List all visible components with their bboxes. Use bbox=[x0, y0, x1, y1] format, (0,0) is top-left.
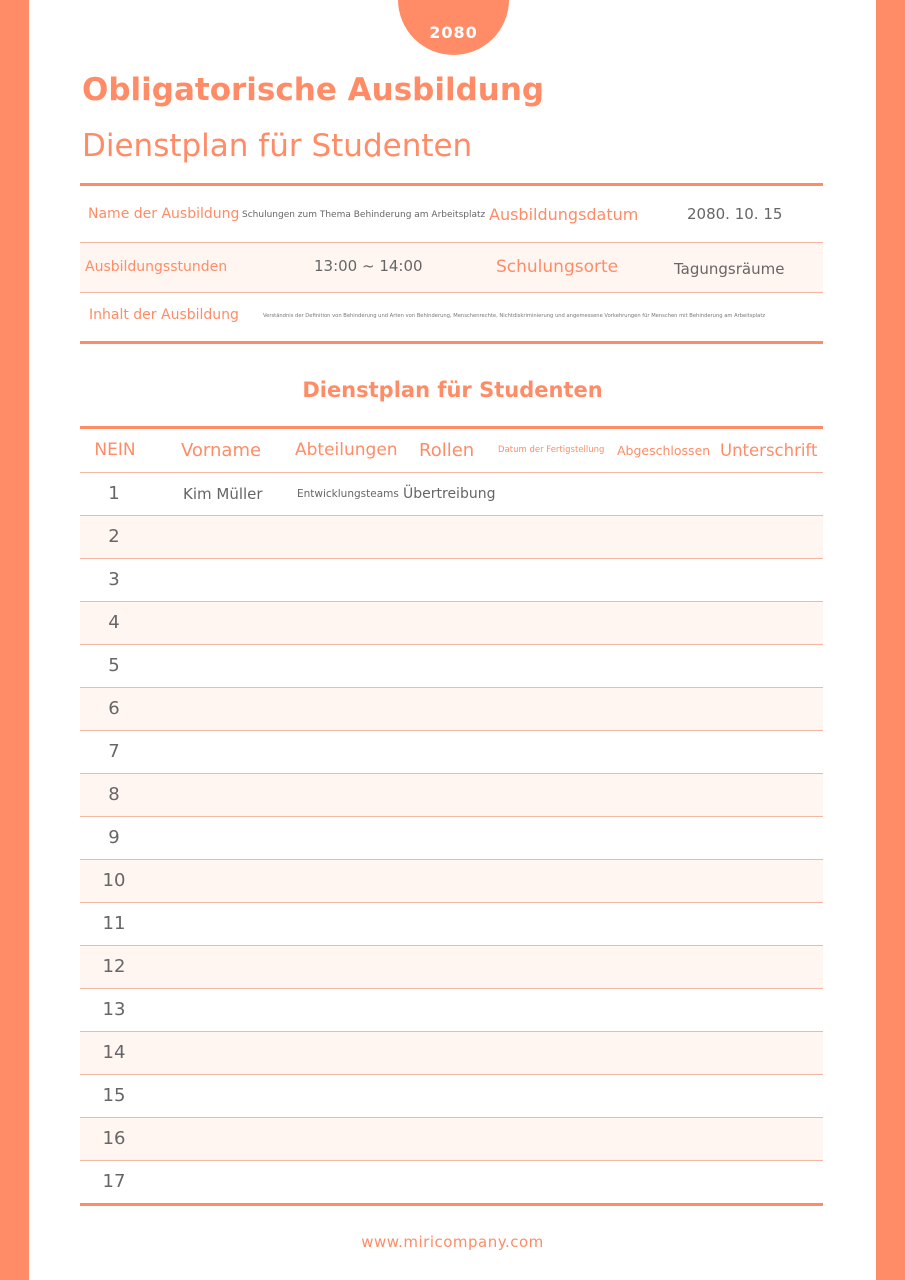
row-number: 13 bbox=[102, 999, 126, 1020]
header-signature: Unterschrift bbox=[720, 441, 818, 460]
row-number: 12 bbox=[102, 956, 126, 977]
year-badge bbox=[398, 0, 509, 55]
header-first-name: Vorname bbox=[181, 440, 262, 461]
info-row-name-date bbox=[80, 186, 823, 243]
row-first-name: Kim Müller bbox=[183, 485, 263, 503]
table-row bbox=[80, 774, 823, 817]
row-number: 9 bbox=[108, 827, 120, 848]
roster-header-row bbox=[80, 429, 823, 473]
row-number: 8 bbox=[108, 784, 120, 805]
table-row bbox=[80, 1075, 823, 1118]
training-hours-label: Ausbildungsstunden bbox=[85, 259, 228, 275]
table-row bbox=[80, 645, 823, 688]
training-location-value: Tagungsräume bbox=[674, 260, 785, 278]
header-no: NEIN bbox=[94, 440, 136, 460]
table-row bbox=[80, 516, 823, 559]
row-number: 5 bbox=[108, 655, 120, 676]
header-completion-date: Datum der Fertigstellung bbox=[498, 445, 605, 455]
row-department: Entwicklungsteams bbox=[297, 488, 399, 500]
training-content-value: Verständnis der Definition von Behinderung und Arten von Behinderung, Menschenrechte, Nichtdiskriminierung und angemessene Vorkehrungen für Menschen mit Behinderung am Arbeitsplatz bbox=[263, 313, 766, 319]
table-row bbox=[80, 559, 823, 602]
training-name-value: Schulungen zum Thema Behinderung am Arbeitsplatz bbox=[242, 210, 486, 220]
row-number: 7 bbox=[108, 741, 120, 762]
document-title: Obligatorische Ausbildung bbox=[82, 72, 545, 108]
training-date-label: Ausbildungsdatum bbox=[489, 205, 639, 224]
row-number: 4 bbox=[108, 612, 120, 633]
training-content-label: Inhalt der Ausbildung bbox=[89, 307, 239, 323]
row-number: 1 bbox=[108, 483, 120, 504]
row-number: 3 bbox=[108, 569, 120, 590]
table-row bbox=[80, 473, 823, 516]
header-completed: Abgeschlossen bbox=[617, 443, 711, 458]
table-row bbox=[80, 688, 823, 731]
row-number: 16 bbox=[102, 1128, 126, 1149]
header-departments: Abteilungen bbox=[295, 440, 398, 460]
table-row bbox=[80, 946, 823, 989]
training-hours-value: 13:00 ~ 14:00 bbox=[314, 257, 423, 275]
left-accent-bar bbox=[0, 0, 29, 1280]
row-number: 15 bbox=[102, 1085, 126, 1106]
training-date-value: 2080. 10. 15 bbox=[687, 205, 783, 223]
training-name-label: Name der Ausbildung bbox=[88, 206, 240, 222]
training-location-label: Schulungsorte bbox=[496, 257, 619, 277]
table-row bbox=[80, 731, 823, 774]
roster-body bbox=[80, 473, 823, 1203]
header-roles: Rollen bbox=[419, 440, 475, 461]
table-row bbox=[80, 1118, 823, 1161]
year-label: 2080 bbox=[429, 23, 478, 42]
row-number: 17 bbox=[102, 1171, 126, 1192]
row-role: Übertreibung bbox=[403, 486, 496, 502]
table-row bbox=[80, 989, 823, 1032]
right-accent-bar bbox=[876, 0, 905, 1280]
table-row bbox=[80, 903, 823, 946]
row-number: 6 bbox=[108, 698, 120, 719]
info-row-content bbox=[80, 293, 823, 341]
info-row-hours-location bbox=[80, 243, 823, 293]
table-row bbox=[80, 860, 823, 903]
row-number: 2 bbox=[108, 526, 120, 547]
row-number: 11 bbox=[102, 913, 126, 934]
student-roster-table bbox=[80, 426, 823, 1206]
document-subtitle: Dienstplan für Studenten bbox=[82, 128, 473, 164]
row-number: 14 bbox=[102, 1042, 126, 1063]
footer-website[interactable]: www.miricompany.com bbox=[361, 1233, 544, 1251]
table-row bbox=[80, 602, 823, 645]
row-number: 10 bbox=[102, 870, 126, 891]
table-row bbox=[80, 1032, 823, 1075]
table-row bbox=[80, 817, 823, 860]
table-row bbox=[80, 1161, 823, 1203]
training-info-table bbox=[80, 183, 823, 344]
roster-section-title: Dienstplan für Studenten bbox=[302, 378, 603, 402]
